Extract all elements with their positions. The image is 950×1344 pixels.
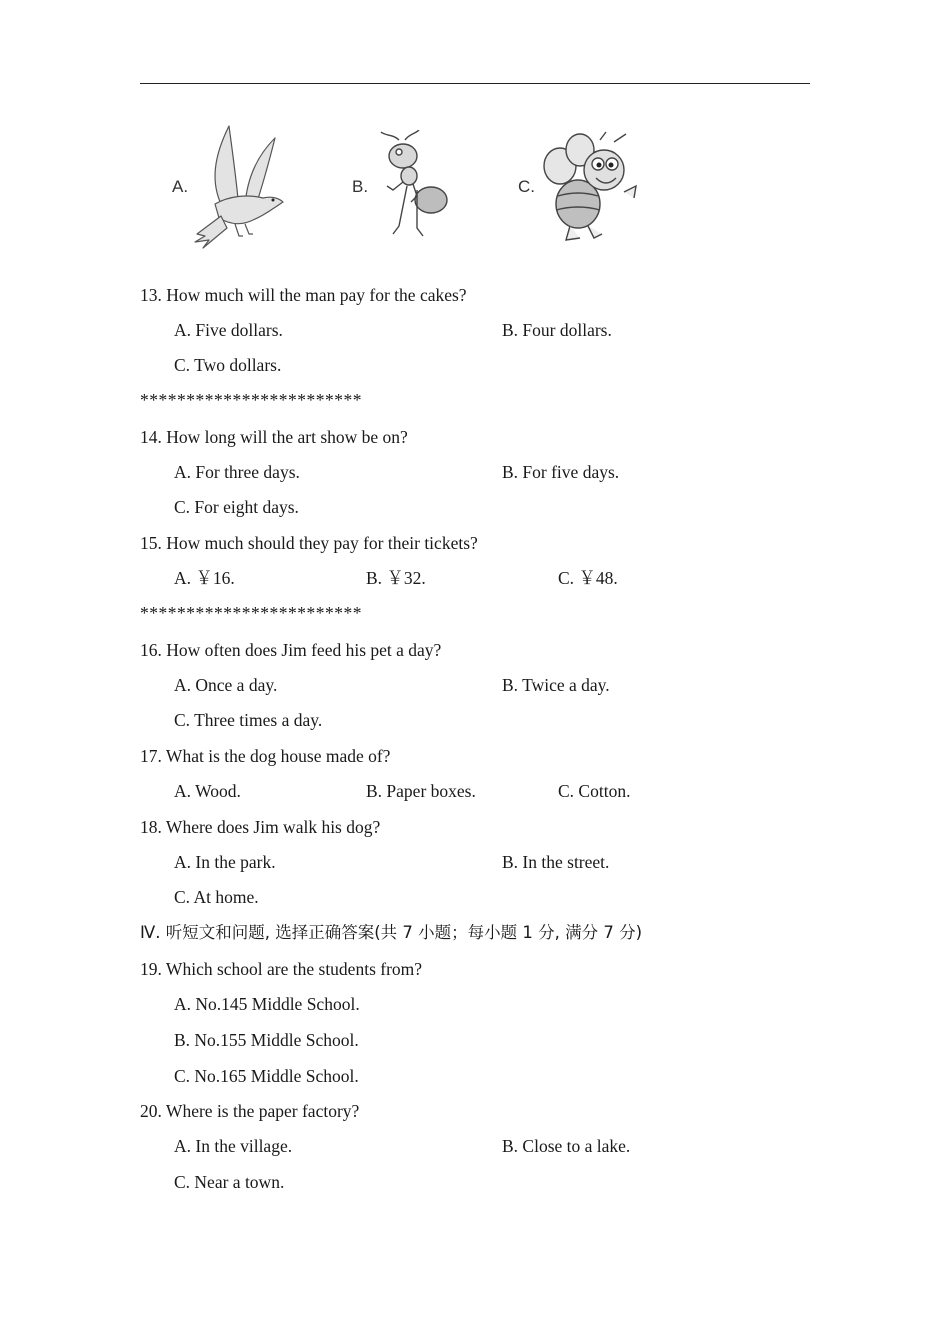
q17-option-c: C. Cotton. [558,781,631,801]
bee-picture [540,130,640,244]
q13-option-c: C. Two dollars. [174,355,282,375]
top-rule [140,83,810,84]
q19-option-a: A. No.145 Middle School. [174,994,360,1014]
question-16: 16. How often does Jim feed his pet a day? [140,640,442,660]
question-15: 15. How much should they pay for their tickets? [140,533,478,553]
question-19: 19. Which school are the students from? [140,959,423,979]
q20-option-b: B. Close to a lake. [502,1136,631,1156]
q20-option-a: A. In the village. [174,1136,293,1156]
q15-option-a: A. ￥16. [174,568,235,588]
q19-option-c: C. No.165 Middle School. [174,1066,359,1086]
q13-option-b: B. Four dollars. [502,320,612,340]
q14-option-b: B. For five days. [502,462,620,482]
q14-option-c: C. For eight days. [174,497,299,517]
q18-option-b: B. In the street. [502,852,610,872]
question-20: 20. Where is the paper factory? [140,1101,360,1121]
q17-option-b: B. Paper boxes. [366,781,476,801]
option-c-label: C. [518,177,535,196]
picture-options [0,120,950,255]
question-13: 13. How much will the man pay for the cakes? [140,285,467,305]
q17-option-a: A. Wood. [174,781,241,801]
option-a-label: A. [172,177,189,196]
q20-option-c: C. Near a town. [174,1172,285,1192]
q19-option-b: B. No.155 Middle School. [174,1030,359,1050]
q15-option-c: C. ￥48. [558,568,618,588]
q16-option-c: C. Three times a day. [174,710,323,730]
q18-option-c: C. At home. [174,887,259,907]
ant-picture [373,130,453,242]
q13-option-a: A. Five dollars. [174,320,283,340]
q18-option-a: A. In the park. [174,852,276,872]
q16-option-b: B. Twice a day. [502,675,610,695]
separator: ************************ [140,603,362,623]
separator: ************************ [140,390,362,410]
section-heading: Ⅳ. 听短文和问题, 选择正确答案(共 7 小题；每小题 1 分, 满分 7 分) [140,923,643,942]
q15-option-b: B. ￥32. [366,568,426,588]
question-14: 14. How long will the art show be on? [140,427,408,447]
q14-option-a: A. For three days. [174,462,300,482]
question-17: 17. What is the dog house made of? [140,746,391,766]
option-b-label: B. [352,177,369,196]
dove-picture [193,124,285,250]
q16-option-a: A. Once a day. [174,675,278,695]
question-18: 18. Where does Jim walk his dog? [140,817,381,837]
